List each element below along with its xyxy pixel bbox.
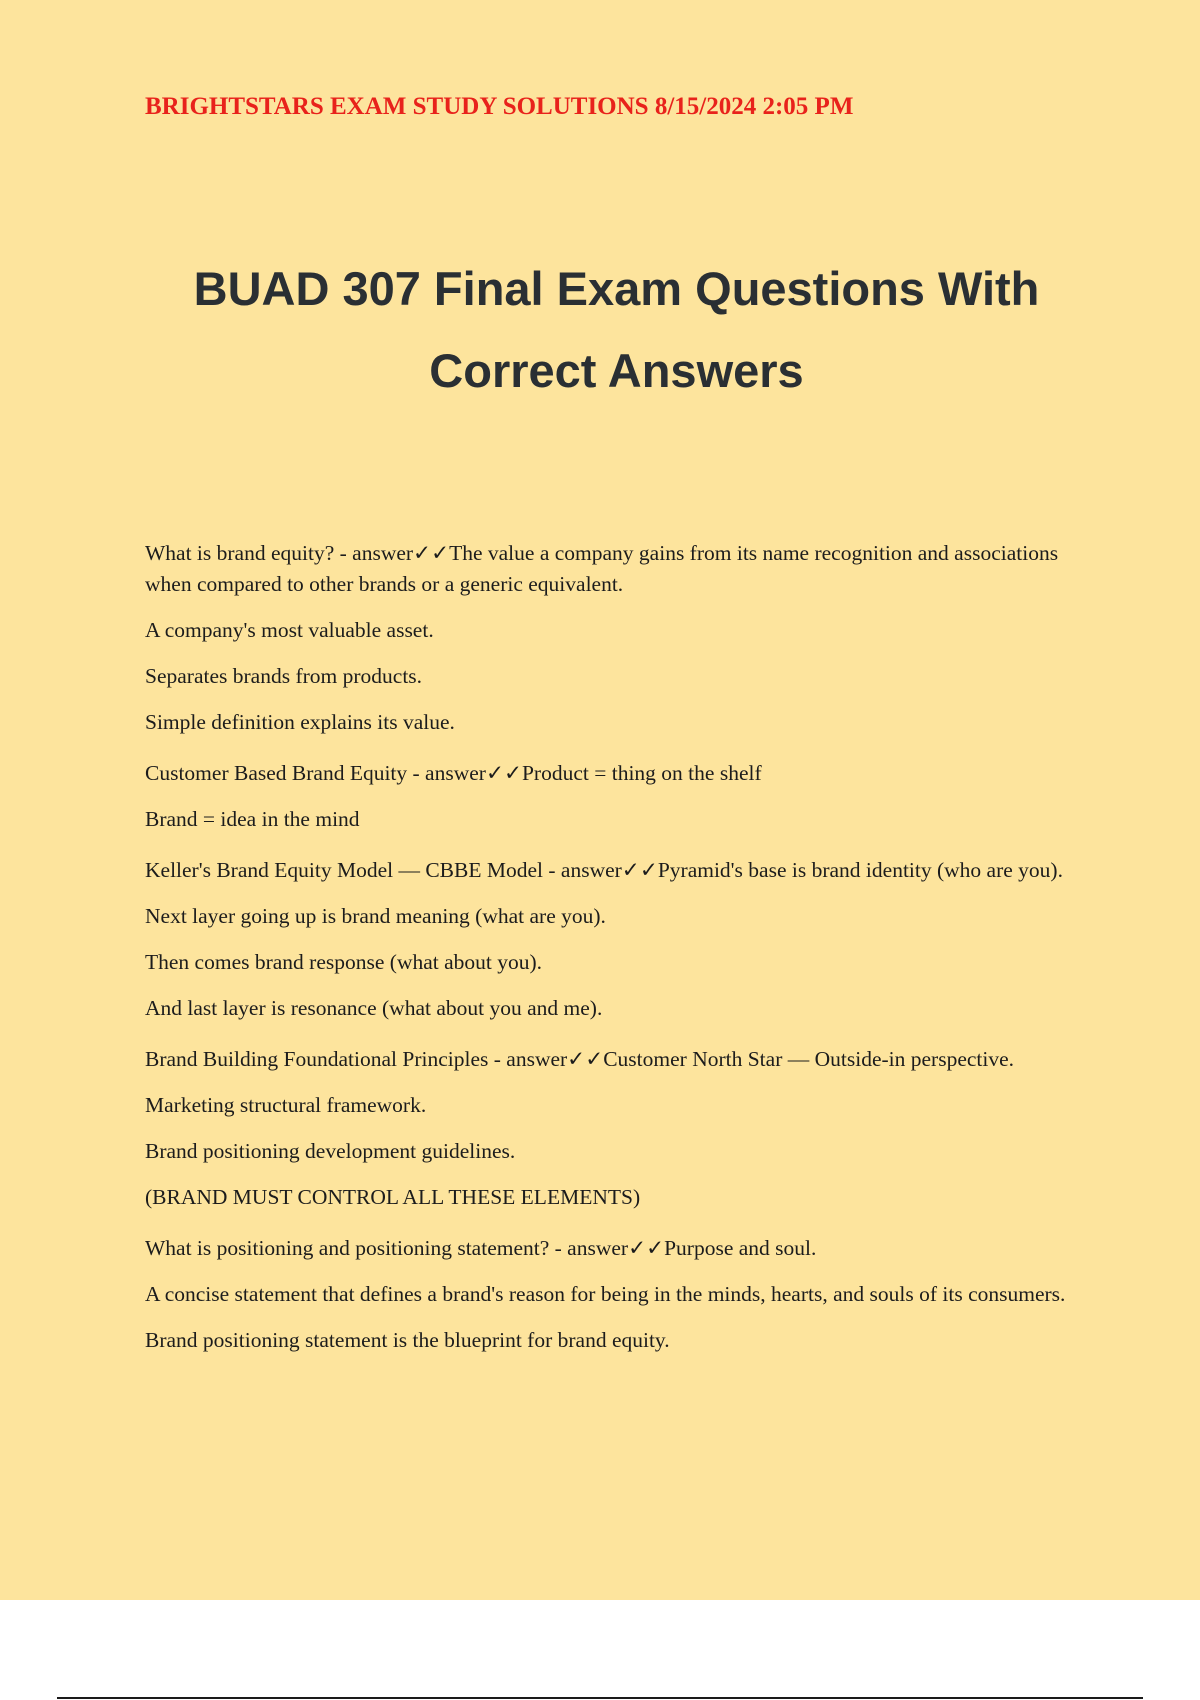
question-positioning-statement: What is positioning and positioning statement? - answer✓✓Purpose and soul. (145, 1236, 817, 1260)
question-keller-cbbe-model: Keller's Brand Equity Model — CBBE Model - answer✓✓Pyramid's base is brand identity (who are you). (145, 858, 1063, 882)
answer-line: Brand positioning development guidelines. (145, 1139, 516, 1163)
answer-line: Separates brands from products. (145, 664, 423, 688)
answer-line: A company's most valuable asset. (145, 618, 434, 642)
question-brand-building-principles: Brand Building Foundational Principles - answer✓✓Customer North Star — Outside-in perspective. (145, 1047, 1015, 1071)
answer-line: Marketing structural framework. (145, 1093, 427, 1117)
title-line-1: BUAD 307 Final Exam Questions With (193, 262, 1040, 315)
answer-line: And last layer is resonance (what about you and me). (145, 996, 603, 1020)
footer-divider (57, 1697, 1143, 1699)
document-title (120, 248, 1113, 412)
question-brand-equity: What is brand equity? - answer✓✓The value a company gains from its name recognition and associations when compared to other brands or a generic equivalent. (145, 541, 1059, 596)
answer-line: A concise statement that defines a brand's reason for being in the minds, hearts, and souls of its consumers. (145, 1282, 1066, 1306)
answer-line: Then comes brand response (what about you). (145, 950, 543, 974)
document-body (145, 538, 1095, 1371)
question-customer-based-brand-equity: Customer Based Brand Equity - answer✓✓Product = thing on the shelf (145, 761, 762, 785)
answer-line: (BRAND MUST CONTROL ALL THESE ELEMENTS) (145, 1185, 641, 1209)
answer-line: Brand = idea in the mind (145, 807, 360, 831)
title-line-2: Correct Answers (429, 344, 804, 397)
answer-line: Simple definition explains its value. (145, 710, 455, 734)
answer-line: Brand positioning statement is the blueprint for brand equity. (145, 1328, 670, 1352)
document-header: BRIGHTSTARS EXAM STUDY SOLUTIONS 8/15/2024 2:05 PM (145, 93, 854, 120)
answer-line: Next layer going up is brand meaning (what are you). (145, 904, 606, 928)
